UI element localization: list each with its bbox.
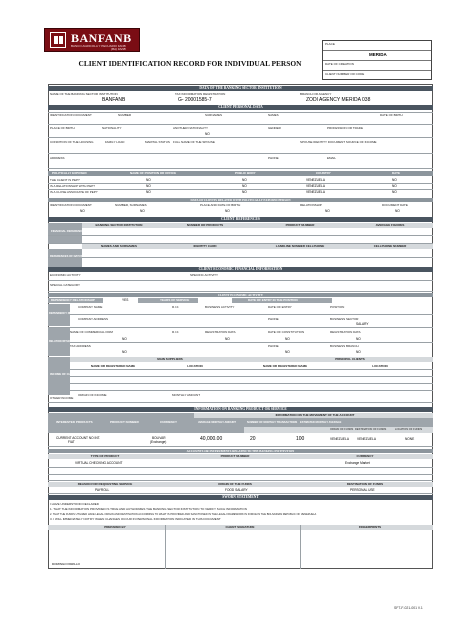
product-row-average: 100: [296, 436, 305, 442]
years-of-service-label: YEARS OF SERVICE: [160, 298, 190, 302]
product-header-3: AVERAGE MONTHLY AMOUNT: [198, 421, 236, 424]
acc-header-0: TYPE OF PRODUCT: [90, 454, 120, 458]
surnames-label: SURNAMES: [205, 113, 223, 117]
rel-label-1: NUMBER, SURNAMES: [115, 203, 147, 207]
acc-value-currency: Exchange Market: [345, 461, 370, 465]
product-row-name-2: FIAT: [68, 440, 75, 444]
company-phone-label: PHONE: [268, 317, 279, 321]
sworn-line-3: 3. I WILL IMMEDIATELY NOTIFY WHEN CHANGES OCCUR IN PERSONAL INFORMATION INDICATED IN THIS DOCUMENT: [50, 517, 221, 521]
product-header-5: ESTIMATED MONTHLY AVERAGE: [300, 421, 342, 424]
date-label: DATE OF CREATION: [325, 62, 354, 66]
sign-header-0: PREPARED BY: [104, 525, 126, 529]
pep-row-0-label: THE CLIENT IS PEP?: [50, 178, 80, 182]
other-nationality-label: ANOTHER NATIONALITY: [173, 126, 208, 130]
supplier-header-0: NAME OR REGISTERED NAME: [90, 364, 136, 368]
reason-value-1: FOOD SALARY: [225, 488, 248, 492]
dob-label: DATE OF BIRTH: [380, 113, 403, 117]
pep-row-1-val-3: VENEZUELA: [306, 184, 325, 188]
number-label: NUMBER: [118, 113, 132, 117]
header-info-box: [322, 40, 432, 80]
special-category-label: SPECIAL CATEGORY: [50, 283, 80, 287]
product-row-location: NONE: [405, 437, 415, 441]
independent-rif-label: R.I.F.: [172, 330, 180, 334]
sworn-line-0: I HAVE UNDERSTOOD DECLARED: [50, 502, 99, 506]
pep-header-4: DATE: [392, 170, 400, 175]
movement-info-label: INFORMATION ON THE MOVEMENT OF THE ACCOUNT: [275, 413, 355, 417]
reason-value-0: PAYROLL: [95, 488, 110, 492]
product-row-destination: VENEZUELA: [357, 437, 376, 441]
personal-ref-header-3: CELLPHONE NUMBER: [373, 244, 407, 248]
section-related: DATA OF CLIENTS RELATED WITH POLITICALLY EXPOSED PERSON: [48, 198, 433, 202]
logo-text: BANFANB: [71, 31, 132, 45]
profession-label: PROFESSION OR TRADE: [327, 126, 363, 130]
bank-name-label: NAME OF THE BANKING SECTOR INSTITUTION: [50, 92, 118, 96]
pep-row-1-val-4: NO: [392, 184, 397, 188]
economic-activity-label: ECONOMIC ACTIVITY: [50, 273, 81, 277]
section-personal-data: CLIENT PERSONAL DATA: [48, 105, 433, 110]
document-title: CLIENT IDENTIFICATION RECORD FOR INDIVIDUAL PERSON: [78, 59, 302, 68]
pep-row-1-label: IS A RELATIONSHIP WITH PEP?: [50, 184, 95, 188]
supplier-header-1: LOCATION: [187, 364, 203, 368]
acc-value-type: VIRTUAL CHECKING ACCOUNT: [75, 461, 123, 465]
registration-label: REGISTRATION DATA: [330, 330, 361, 334]
personal-ref-header-1: IDENTITY CARD: [193, 244, 217, 248]
product-row-currency-2: (Exchange): [150, 440, 167, 444]
company-rif-label: R.I.F.: [172, 305, 180, 309]
personal-ref-header-0: NAMES AND SURNAMES: [100, 244, 138, 248]
business-branch-label: BUSINESS BRANCH: [330, 344, 359, 348]
pep-row-0-val-4: NO: [392, 178, 397, 182]
section-references: CLIENT REFERENCES: [48, 217, 433, 222]
personal-ref-label: REFERENCES OF NATURAL: [50, 255, 87, 258]
housing-label: CONDITION OF THE HOUSING: [50, 140, 94, 144]
rel-label-0: IDENTIFICATION DOCUMENT: [50, 203, 92, 207]
pep-row-2-val-2: NO: [242, 190, 247, 194]
place-value: MERIDA: [369, 52, 387, 57]
marital-status-label: MARITAL STATUS: [145, 140, 170, 144]
product-row-name: CURRENT ACCOUNT NO INT.: [56, 436, 101, 440]
bank-emblem-icon: [50, 32, 66, 48]
sworn-line-2: 2. THAT THE FUNDS UTILIZED HAVE LEGAL ORIGIN AND DESTINATION ACCORDING TO WHAT IS PROVIDED AND SANCTIONED IN THE LEGAL FRAMEWORK IN FORCE IN THE BOLIVARIAN REPUBLIC OF VENEZUELA: [50, 513, 317, 516]
product-header-7: DESTINATION OF FUNDS: [355, 428, 387, 431]
family-load-label: FAMILY LOAD: [105, 140, 125, 144]
product-header-1: PRODUCT NUMBER: [110, 420, 139, 424]
pep-row-2-val-3: VENEZUELA: [306, 190, 325, 194]
rel-label-2: PLACE AND DATE OF BIRTH: [200, 203, 241, 207]
product-header-2: CURRENCY: [160, 420, 178, 424]
pep-row-1-val-2: NO: [242, 184, 247, 188]
date-entry-label: DATE OF ENTRY: [268, 305, 292, 309]
sworn-line-1: 1. THAT THE INFORMATION PROVIDED IS TRUE AND AUTHORIZES THE BANKING SECTOR INSTITUTION TO VERIFY SUCH INFORMATION: [50, 507, 247, 511]
reason-header-0: REASON FOR REQUESTING SERVICE: [77, 482, 133, 486]
acc-header-2: CURRENCY: [356, 454, 374, 458]
product-row-amount: 40,000.00: [200, 436, 223, 442]
main-suppliers-label: MAIN SUPPLIERS: [157, 357, 183, 361]
other-income-origin-label: ORIGIN OF INCOME: [78, 393, 107, 397]
pep-row-2-val-1: NO: [146, 190, 151, 194]
spouse-id-label: SPOUSE IDENTITY DOCUMENT SOURCE OF INCOME: [300, 140, 377, 144]
business-activity-label: BUSINESS ACTIVITY: [205, 305, 235, 309]
product-row-origin: VENEZUELA: [330, 437, 349, 441]
email-label: EMAIL: [327, 156, 337, 160]
id-doc-label: IDENTIFICATION DOCUMENT: [50, 113, 92, 117]
dependency-label: DEPENDENCY RELATIONSHIP: [51, 298, 95, 302]
rel-value-0: NO: [80, 209, 85, 213]
product-row-currency: BOLIVAR: [152, 436, 166, 440]
names-label: NAMES: [268, 113, 279, 117]
logo-subtitle: BANCO AGRICOLA Y PECUARIO FANB: [71, 44, 126, 48]
trade-name-label: NAME OF COMMERCIAL FIRM: [70, 330, 113, 334]
independent-value-1: NO: [122, 337, 127, 341]
product-header-6: ORIGIN OF FUNDS: [330, 428, 354, 431]
nationality-label: NATIONALITY: [102, 126, 122, 130]
rif-value: G- 20001585-7: [178, 97, 212, 103]
branch-value: ZODI AGENCY MERIDA 038: [306, 97, 371, 103]
registration-value-2: NO: [356, 337, 361, 341]
income-side-label: INCOME OF CLIENT: [50, 372, 77, 376]
pep-header-3: COUNTRY: [316, 170, 331, 175]
pep-row-2-val-4: NO: [392, 190, 397, 194]
form-code: SFT-F-021-001 V.1: [394, 606, 423, 610]
business-sector-label: BUSINESS SECTOR: [330, 317, 359, 321]
rel-label-4: DOCUMENT DATE: [382, 203, 408, 207]
spouse-name-label: FULL NAME OF THE SPOUSE: [173, 140, 215, 144]
bank-name-value: BANFANB: [102, 97, 126, 103]
rel-label-3: RELATIONSHIP: [300, 203, 322, 207]
sign-header-1: CLIENT SIGNATURE: [225, 525, 255, 529]
pep-row-1-val-1: NO: [146, 184, 151, 188]
section-economic: CLIENT ECONOMIC FINANCIAL INFORMATION: [48, 267, 433, 272]
place-label: PLACE: [325, 42, 335, 46]
rel-value-2: NO: [225, 209, 230, 213]
business-sector-value: SALARY: [356, 322, 369, 326]
pep-header-0: POLITICALLY EXPOSED: [52, 170, 87, 175]
rel-value-1: NO: [140, 209, 145, 213]
rif-label: TAX INFORMATION REGISTRATION: [175, 92, 226, 96]
dependency-value: YES: [122, 298, 129, 302]
constitution-date-label: DATE OF CONSTITUTION: [268, 330, 305, 334]
entry-position-label: DATE OF ENTRY IN THE POSITION: [248, 298, 298, 302]
bank-ref-header-2: PRODUCT NUMBER: [285, 223, 315, 227]
supplier-header-3: LOCATION: [372, 364, 388, 368]
business-branch-value: NO: [356, 350, 361, 354]
pep-row-0-val-2: NO: [242, 178, 247, 182]
supplier-header-2: NAME OR REGISTERED NAME: [262, 364, 308, 368]
client-code-label: CLIENT NUMBER OR CODE: [325, 72, 365, 76]
product-header-0: INTERESTED PRODUCTS: [56, 420, 93, 424]
sign-header-2: FINGERPRINTS: [358, 525, 382, 529]
bank-ref-header-3: AVERAGE FIGURES: [375, 223, 405, 227]
pep-header-1: NAME OF POSITION OR OFFICE: [130, 170, 177, 175]
other-income-label: OTHER INCOME: [50, 396, 74, 400]
product-header-4: NUMBER OF MONTHLY TRANSACTIONS: [247, 421, 298, 424]
rel-value-3: NO: [325, 209, 330, 213]
specific-activity-label: SPECIFIC ACTIVITY: [190, 273, 219, 277]
phone-label: PHONE: [268, 156, 279, 160]
reason-header-2: DESTINATION OF FUNDS: [346, 482, 384, 486]
main-customers-label: PRINCIPAL CLIENTS: [335, 357, 365, 361]
bank-logo: [44, 28, 140, 52]
bank-ref-header-1: NUMBER OR PRODUCTS: [186, 223, 224, 227]
section-product: INFORMATION ON BANKING PRODUCT OR SERVICE: [48, 407, 433, 412]
branch-label: BRANCH OR AGENCY: [300, 92, 332, 96]
other-income-amount-label: MONTHLY AMOUNT: [172, 393, 201, 397]
product-header-8: LOCATION OF FUNDS: [395, 428, 423, 431]
prepared-by-name: DOMINGO PARILLO: [52, 562, 80, 566]
independent-side-label: RELATION WITHOUT DEPENDENCY: [49, 340, 93, 343]
personal-ref-header-2: LANDLINE NUMBER CELLPHONE: [275, 244, 325, 248]
reason-header-1: ORIGIN OF THE FUNDS: [218, 482, 252, 486]
accounts-related-label: ACCOUNTS OR INSTRUMENTS RELATED TO THE BANKING INSTITUTION: [48, 449, 433, 453]
pob-label: PLACE OF BIRTH: [50, 126, 75, 130]
independent-phone-value: NO: [285, 350, 290, 354]
pep-row-0-val-1: NO: [146, 178, 151, 182]
section-sworn: SWORN STATEMENT: [48, 495, 433, 500]
product-row-transactions: 20: [250, 436, 256, 442]
constitution-value: NO: [285, 337, 290, 341]
gender-label: GENDER: [268, 126, 281, 130]
company-address-label: COMPANY ADDRESS: [78, 317, 109, 321]
rel-value-4: NO: [395, 209, 400, 213]
acc-header-1: PRODUCT NUMBER: [220, 454, 250, 458]
dependency-side-label: DEPENDENCY RELATIONSHIP: [49, 312, 87, 315]
section-banking-data: DATA OF THE BANKING SECTOR INSTITUTION: [48, 86, 433, 91]
pep-header-2: PUBLIC BODY: [235, 170, 256, 175]
registration-value: NO: [225, 337, 230, 341]
position-label: POSITION: [330, 305, 345, 309]
section-client-activity: CLIENT ECONOMIC ACTIVITY: [48, 293, 433, 297]
registration-data-label: REGISTRATION DATA: [205, 330, 236, 334]
tax-address-label: TAX ADDRESS: [70, 344, 91, 348]
pep-row-2-label: IS A CLOSE ASSOCIATE OF PEP?: [50, 190, 98, 194]
other-nationality-value: NO: [205, 132, 210, 136]
logo-subtitle-2: (BA) FANB: [111, 47, 126, 51]
tax-address-value: NO: [122, 350, 127, 354]
address-label: ADDRESS: [50, 156, 65, 160]
reason-value-2: PERSONAL USE: [350, 488, 375, 492]
financial-ref-label: FINANCIAL REFERENCES: [51, 229, 86, 233]
independent-phone-label: PHONE: [268, 344, 279, 348]
company-label: COMPANY NAME: [78, 305, 103, 309]
pep-row-0-val-3: VENEZUELA: [306, 178, 325, 182]
bank-ref-header-0: BANKING SECTOR INSTITUTION: [95, 223, 143, 227]
